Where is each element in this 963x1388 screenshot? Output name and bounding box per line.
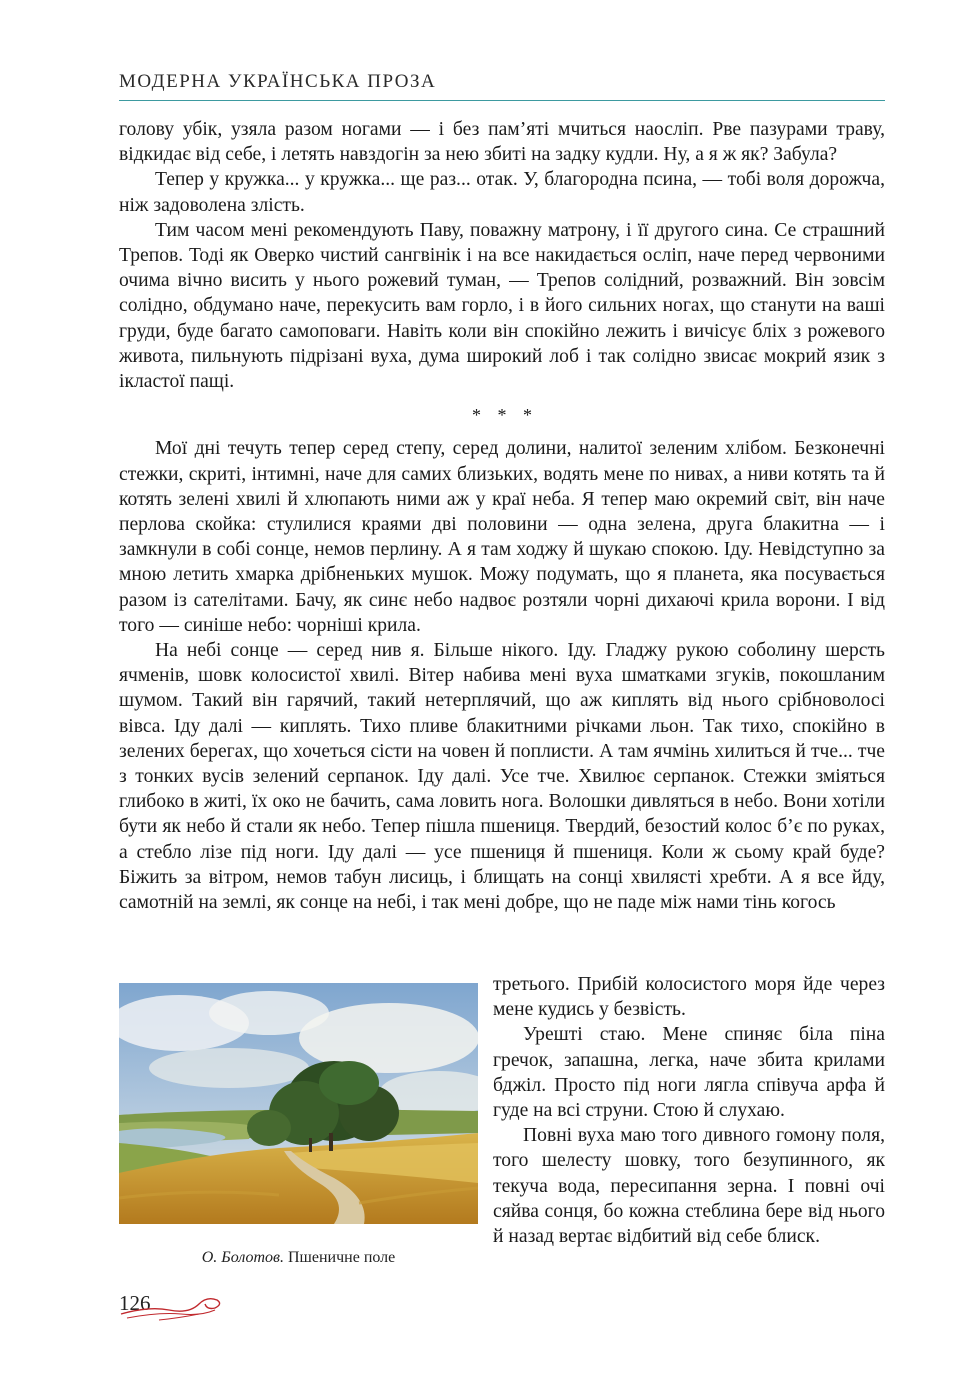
caption-title: Пшеничне поле [288, 1249, 396, 1266]
header-rule [119, 100, 885, 101]
section-separator: * * * [472, 405, 538, 426]
page-number: 126 [119, 1291, 151, 1315]
paragraph: Тим часом мені рекомендують Паву, поважну матрону, і її другого сина. Се страшний Трепов. Тоді як Оверко чистий сангвінік і на все накидається осліп, наче перед червоними очима вічно висить у нього рожевий туман, — Трепов солідний, розважний. Він зовсім солідно, обдумано наче, перекусить вам горло, і в його сильних ногах, що станути на ваші груди, буде багато самоповаги. Навіть коли він спокійно лежить і вичісує бліх з рожевого живота, пильнують підрізані вуха, дума широкий лоб і так солідно звисає мокрий язик з ікластої пащі. [119, 219, 885, 393]
flourish-ornament [119, 1290, 229, 1322]
paragraph: Тепер у кружка... у кружка... ще раз... отак. У, благородна псина, — тобі воля дорожча, ніж задоволена злість. [119, 169, 885, 216]
caption-author: О. Болотов. [201, 1249, 284, 1266]
figure-caption [119, 1249, 478, 1267]
paragraph: На небі сонце — серед нив я. Більше нікого. Іду. Гладжу рукою соболину шерсть ячменів, шовк колосистої хвилі. Вітер набива мені вуха шматками згуків, покошланим шумом. Такий він гарячий, такий нетерплячий, що аж киплять від нього срібноволосі вівса. Іду далі — киплять. Тихо пливе блакитними річками льон. Так тихо, спокійно в зелених берегах, що хочеться сісти на човен й поплисти. А там ячмінь хилиться й тче... тче з тонких вусів зелений серпанок. Іду далі. Усе тче. Хвилює серпанок. Стежки зміяться глибоко в житі, їх око не бачить, сама ловить нога. Волошки дивляться в небо. Вони хотіли бути як небо й стали як небо. Тепер пішла пшениця. Твердий, безостий колос б’є по руках, а стебло лізе під ноги. Іду далі — усе пшениця й пшениця. Коли ж сьому край буде? Біжить за вітром, немов табун лисиць, і блищать на сонці хвилясті хребти. А я все йду, самотній на землі, як сонце на небі, і так мені добре, що не паде між нами тінь когось [119, 640, 885, 914]
running-head: МОДЕРНА УКРАЇНСЬКА ПРОЗА [119, 71, 437, 92]
paragraph: третього. Прибій колосистого моря йде через мене кудись у безвість. [493, 974, 885, 1021]
paragraph: Повні вуха маю того дивного гомону поля, того шелесту шовку, того безупинного, як текуча вода, пересипання зерна. І повні очі сяйва сонця, бо кожна стеблина бере від нього й назад вертає відбитий від себе блиск. [493, 1125, 885, 1248]
painting-image [119, 983, 478, 1224]
side-text [493, 972, 885, 1249]
paragraph: Мої дні течуть тепер серед степу, серед долини, налитої зеленим хлібом. Безконечні стежки, скриті, інтимні, наче для самих близьких, водять мене по нивах, а ниви котять та й котять зелені хвилі й хлюпають ними аж у краї неба. Я тепер маю окремий світ, він наче перлова скойка: стулилися краями дві половини — одна зелена, друга блакитна — і замкнули в собі сонце, немов перлину. А я там ходжу й шукаю спокою. Іду. Невідступно за мною летить хмарка дрібненьких мушок. Можу подумать, що я планета, яка посувається разом із сателітами. Бачу, як синє небо надвоє розтяли чорні дихаючі крила ворони. І від того — синіше небо: чорніші крила. [119, 438, 885, 636]
paragraph: голову убік, узяла разом ногами — і без пам’яті мчиться наосліп. Рве пазурами траву, відкидає від себе, і летять навздогін за нею збиті на задку кудли. Ну, а я ж як? Забула? [119, 119, 885, 166]
paragraph: Урешті стаю. Мене спиняє біла піна гречок, запашна, легка, наче збита крилами бджіл. Просто під ноги лягла співуча арфа й гуде на всі струни. Стою й слухаю. [493, 1024, 885, 1122]
main-text [119, 117, 885, 915]
